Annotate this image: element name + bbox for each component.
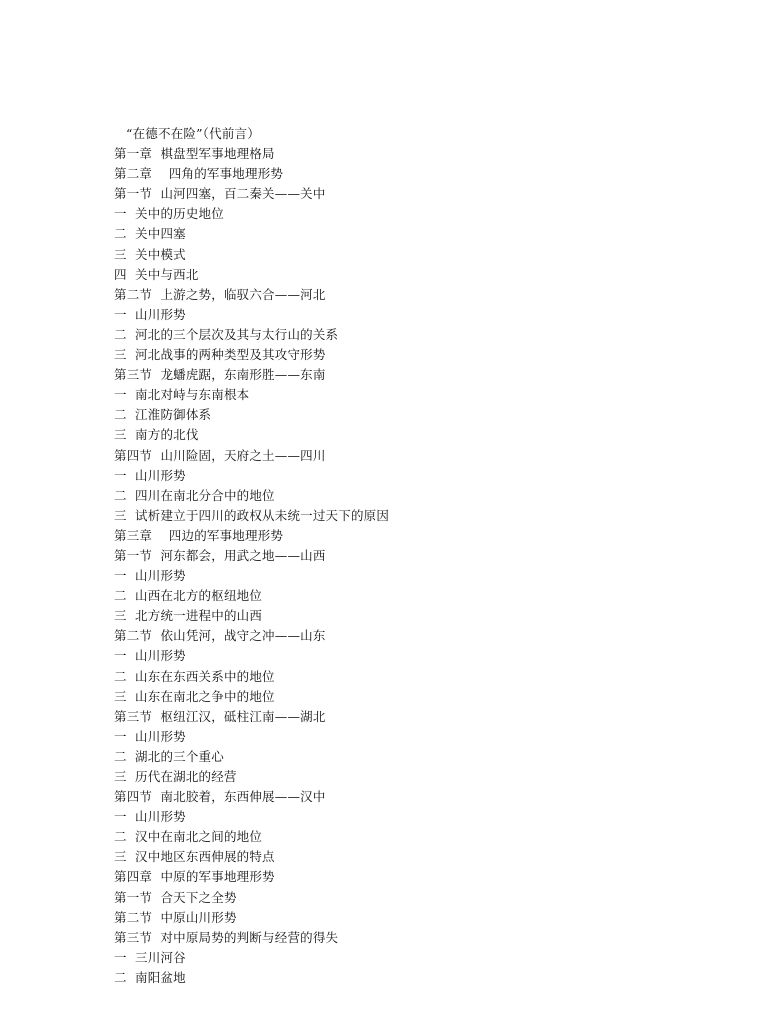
- toc-line: 第一节 河东都会，用武之地——山西: [114, 547, 326, 563]
- toc-line: 第二章 四角的军事地理形势: [114, 166, 284, 182]
- toc-line: 二 关中四塞: [114, 226, 186, 242]
- toc-line: 二 湖北的三个重心: [114, 748, 224, 764]
- toc-line: 第一章 棋盘型军事地理格局: [114, 146, 275, 162]
- toc-line: 一 三川河谷: [114, 949, 186, 965]
- toc-line: 二 河北的三个层次及其与太行山的关系: [114, 326, 339, 342]
- toc-line: 二 江淮防御体系: [114, 407, 212, 423]
- table-of-contents: [114, 124, 674, 988]
- toc-line: 一 山川形势: [114, 306, 186, 322]
- toc-line-preface: “在德不在险”（代前言）: [126, 126, 260, 141]
- toc-line: 二 汉中在南北之间的地位: [114, 829, 263, 845]
- toc-line: 三 南方的北伐: [114, 427, 199, 443]
- toc-line: 第三章 四边的军事地理形势: [114, 527, 284, 543]
- toc-line: 第一节 合天下之全势: [114, 889, 237, 905]
- toc-line: 第三节 枢纽江汉，砥柱江南——湖北: [114, 708, 326, 724]
- toc-line: 第三节 对中原局势的判断与经营的得失: [114, 929, 339, 945]
- toc-line: 三 北方统一进程中的山西: [114, 608, 263, 624]
- toc-line: 二 南阳盆地: [114, 969, 186, 985]
- toc-line: 一 山川形势: [114, 568, 186, 584]
- toc-line: 三 历代在湖北的经营: [114, 769, 237, 784]
- toc-line: 三 河北战事的两种类型及其攻守形势: [114, 347, 326, 363]
- toc-line: 二 山东在东西关系中的地位: [114, 668, 275, 684]
- toc-line: 三 汉中地区东西伸展的特点: [114, 849, 275, 865]
- toc-line: 一 山川形势: [114, 728, 186, 744]
- toc-line: 第四节 山川险固，天府之土——四川: [114, 447, 326, 463]
- toc-line: 第一节 山河四塞，百二秦关——关中: [114, 186, 326, 202]
- toc-line: 三 关中模式: [114, 246, 186, 262]
- toc-line: 第二节 上游之势，临驭六合——河北: [114, 286, 326, 302]
- toc-line: 一 南北对峙与东南根本: [114, 387, 250, 403]
- toc-line: 第四章 中原的军事地理形势: [114, 869, 275, 885]
- toc-line: 二 山西在北方的枢纽地位: [114, 588, 263, 604]
- toc-line: 第二节 中原山川形势: [114, 909, 237, 925]
- toc-line: 第四节 南北胶着，东西伸展——汉中: [114, 789, 326, 805]
- toc-line: 一 山川形势: [114, 648, 186, 664]
- toc-line: 三 试析建立于四川的政权从未统一过天下的原因: [114, 507, 390, 523]
- toc-line: 二 四川在南北分合中的地位: [114, 487, 275, 503]
- toc-line: 四 关中与西北: [114, 266, 199, 282]
- toc-line: 第二节 依山凭河，战守之冲——山东: [114, 628, 326, 644]
- toc-line: 一 山川形势: [114, 809, 186, 825]
- toc-line: 三 山东在南北之争中的地位: [114, 688, 275, 704]
- toc-line: 第三节 龙蟠虎踞，东南形胜——东南: [114, 367, 326, 383]
- toc-line: 一 山川形势: [114, 467, 186, 483]
- toc-line: 一 关中的历史地位: [114, 206, 224, 222]
